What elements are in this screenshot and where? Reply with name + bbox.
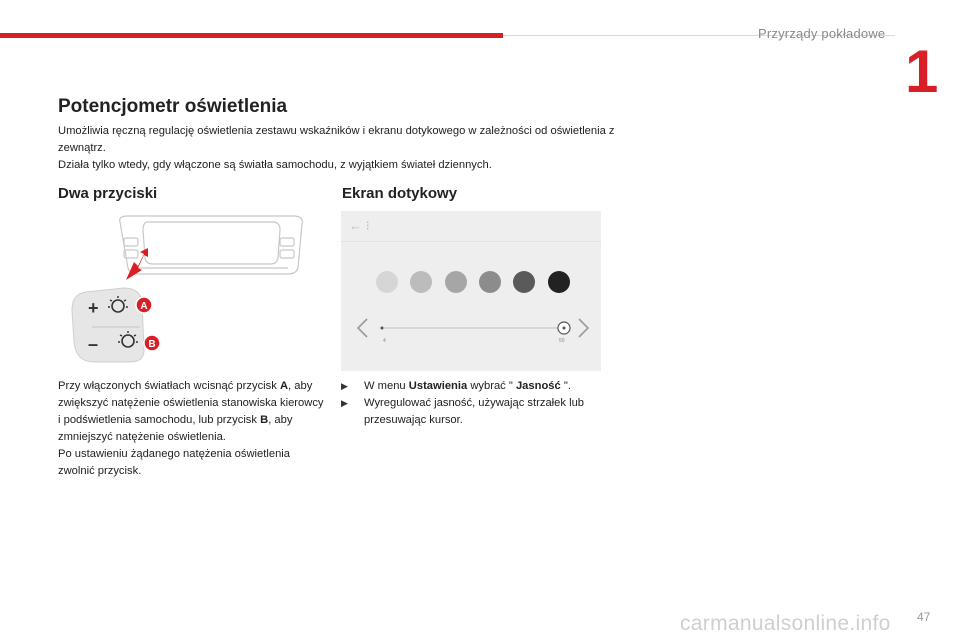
touchscreen-instructions (341, 378, 611, 429)
callout-b-label: B (148, 339, 156, 350)
brightness-swatch-5[interactable] (513, 271, 535, 293)
brightness-swatch-2[interactable] (410, 271, 432, 293)
step1-pre: W menu (364, 380, 409, 392)
bullet-marker-icon: ▶ (341, 381, 348, 391)
intro-text (58, 123, 618, 174)
brightness-swatch-4[interactable] (479, 271, 501, 293)
desc-bold-b: B (260, 414, 269, 426)
desc-text-2: , aby zwiększyć natężenie oświetlenia stanowiska kierowcy i podświetlenia samochodu, lub przycisk (58, 380, 324, 426)
brightness-swatch-6[interactable] (548, 271, 570, 293)
callout-b (144, 335, 160, 351)
dashboard-outline (120, 216, 303, 274)
minus-icon: – (88, 334, 99, 354)
section-title-two-buttons: Dwa przyciski (58, 185, 158, 202)
arrow-right-icon[interactable] (579, 319, 588, 337)
touchscreen-brightness-screen (341, 211, 601, 371)
step1-post: ". (560, 380, 571, 392)
desc-text-1: Przy włączonych światłach wcisnąć przycisk (58, 380, 280, 392)
page-number: 47 (917, 610, 931, 624)
slider-min-dot (381, 327, 384, 330)
chapter-number: 1 (905, 38, 939, 105)
intro-line-1: Umożliwia ręczną regulację oświetlenia zestawu wskaźników i ekranu dotykowego w zależności od oświetlenia z zewnątrz. (58, 125, 615, 154)
instruction-step-1 (341, 378, 611, 395)
pointer-arrow-icon (126, 248, 148, 280)
desc-bold-a: A (279, 380, 289, 392)
intro-line-2: Działa tylko wtedy, gdy włączone są światła samochodu, z wyjątkiem świateł dziennych. (58, 159, 492, 171)
section-title-touchscreen: Ekran dotykowy (342, 185, 458, 202)
slider-max-label: 50 (559, 338, 565, 344)
brightness-swatch-1[interactable] (376, 271, 398, 293)
slider-min-label: 4 (383, 338, 386, 344)
brightness-slider[interactable] (341, 311, 601, 351)
step1-menu: Ustawienia (408, 380, 468, 392)
callout-a-label: A (140, 301, 148, 312)
screen-top-bar (341, 211, 601, 242)
step1-mid: wybrać " (467, 380, 516, 392)
bullet-marker-icon: ▶ (341, 398, 348, 408)
header-section-title: Przyrządy pokładowe (758, 26, 886, 41)
step2-text: Wyregulować jasność, używając strzałek lub przesuwając kursor. (364, 397, 585, 426)
back-arrow-icon[interactable]: ← ⁝ (349, 218, 370, 233)
desc-text-3: , aby zmniejszyć natężenie oświetlenia. (58, 414, 293, 443)
arrow-left-icon[interactable] (358, 319, 367, 337)
page-title: Potencjometr oświetlenia (58, 96, 288, 117)
watermark: carmanualsonline.info (680, 612, 891, 635)
step1-option: Jasność (515, 380, 561, 392)
callout-a (136, 297, 152, 313)
plus-icon: + (88, 298, 99, 318)
dashboard-buttons-illustration (58, 210, 328, 370)
control-pod (72, 288, 144, 362)
two-buttons-description (58, 378, 326, 480)
instruction-step-2 (341, 395, 611, 429)
header-red-bar (0, 33, 503, 38)
brightness-swatch-3[interactable] (445, 271, 467, 293)
desc-text-4: Po ustawieniu żądanego natężenia oświetlenia zwolnić przycisk. (58, 448, 290, 477)
